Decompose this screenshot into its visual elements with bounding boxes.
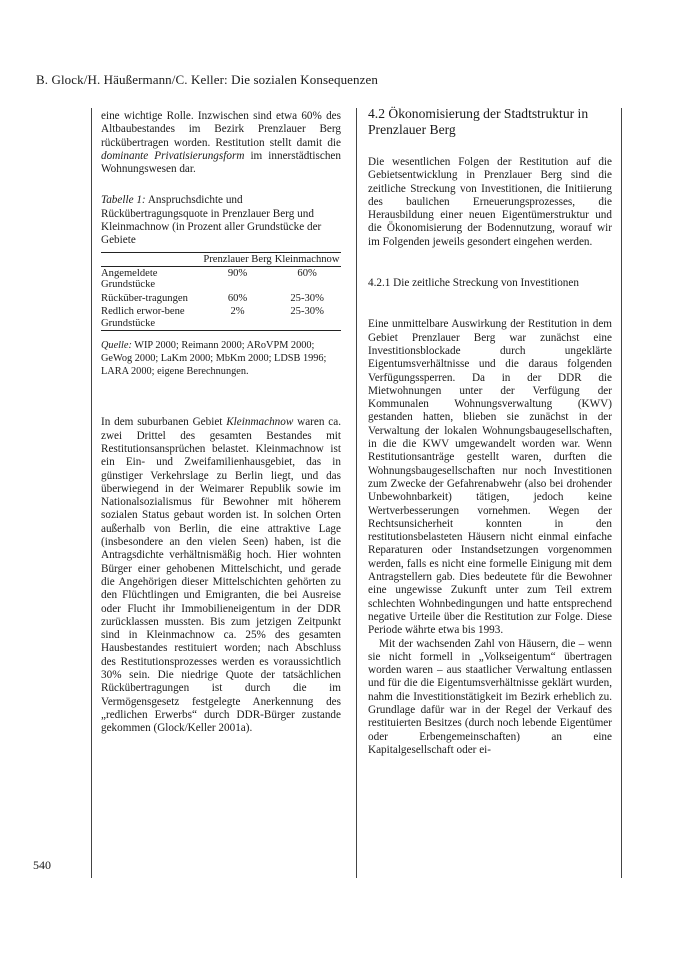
table-cell: 60% xyxy=(227,292,248,304)
emphasis: dominante Privatisierungsform xyxy=(101,149,245,162)
table-caption-text: Anspruchsdichte und Rückübertragungsquote in Prenzlauer Berg und Kleinmachnow (in Prozent aller Grundstücke der Gebiete xyxy=(101,194,322,247)
left-margin-bar xyxy=(91,108,92,878)
source-label: Quelle: xyxy=(101,340,132,352)
left-paragraph-2 xyxy=(101,416,341,735)
page-number: 540 xyxy=(33,858,51,872)
left-column xyxy=(101,110,341,736)
left-paragraph-1 xyxy=(101,110,341,176)
table-cell: 25-30% xyxy=(290,292,324,304)
right-paragraph-1: Die wesentlichen Folgen der Restitution auf die Gebietsentwicklung in Prenzlauer Berg sind die zeitliche Streckung von Investitionen, die Initiierung des baulichen Erneuerungsprozesses, die Herausbildung einer neuen Eigentümerstruktur und die Ökonomisierung der Bodennutzung, worauf wir im Folgenden jeweils gesondert eingehen werden. xyxy=(368,156,612,248)
right-margin-bar xyxy=(621,108,622,878)
subsection-heading: 4.2.1 Die zeitliche Streckung von Investitionen xyxy=(368,277,579,290)
text-run: eine wichtige Rolle. Inzwischen sind etwa 60% des Altbaubestandes im Bezirk Prenzlauer Berg rückübertragen worden. Restitution stellt damit die xyxy=(101,110,341,149)
running-header: B. Glock/H. Häußermann/C. Keller: Die sozialen Konsequenzen xyxy=(36,72,378,87)
table-row xyxy=(101,292,341,305)
table-row xyxy=(101,305,341,330)
text-run: In dem suburbanen Gebiet xyxy=(101,416,227,429)
center-margin-bar xyxy=(356,108,357,878)
table-label: Tabelle 1: xyxy=(101,194,146,207)
table-caption xyxy=(101,194,341,247)
table-1 xyxy=(101,252,341,331)
table-row xyxy=(101,267,341,292)
table-cell: 25-30% xyxy=(290,306,324,318)
table-cell: 90% xyxy=(227,268,248,280)
right-column xyxy=(368,106,612,757)
table-header-row xyxy=(101,252,341,266)
table-cell: Rücküber-tragungen xyxy=(101,292,188,304)
table-cell: Redlich erwor-bene Grundstücke xyxy=(101,306,185,329)
text-run: waren ca. zwei Drittel des gesamten Bestandes mit Restitutionsansprüchen belastet. Kleinmachnow ist ein Ein- und Zweifamilienhausgebiet, das in günstiger Verkehrslage zu Berlin liegt, und das überwiegend in der Weimarer Republik sowie im Nationalsozialismus für Bewohner mit höherem sozialen Status gebaut worden ist. In solchen Orten außerhalb von Berlin, die eine attraktive Lage (insbesondere an den vielen Seen) haben, ist die Antragsdichte verhältnismäßig hoch. Hier wohnten Bürger einer gehobenen Mittelschicht, und gerade die Angehörigen dieser Mittelschichten gehörten zu den Flüchtlingen und Emigranten, die bei Ausreise oder Flucht ihr Immobilieneigentum in der DDR zurücklassen mussten. Bis zum jetzigen Zeitpunkt sind in Kleinmachnow ca. 25% des gesamten Hausbestandes restituiert worden; nach Abschluss des Restitutionsprozesses werden es voraussichtlich 30% sein. Die niedrige Quote der tatsächlichen Rückübertragungen ist durch die im Vermögensgesetz festgelegte Anerkennung des „redlichen Erwerbs“ durch DDR-Bürger zustande gekommen (Glock/Keller 2001a). xyxy=(101,416,341,735)
text-run: im innerstädtischen Wohnungswesen dar. xyxy=(101,149,341,176)
source-text: WIP 2000; Reimann 2000; ARoVPM 2000; GeWog 2000; LaKm 2000; MbKm 2000; LDSB 1996; LARA 2000; eigene Berechnungen. xyxy=(101,340,327,378)
table-cell: Angemeldete Grundstücke xyxy=(101,268,158,291)
right-paragraph-3: Mit der wachsenden Zahl von Häusern, die – wenn sie nicht formell in „Volkseigentum“ übertragen worden waren – aus staatlicher Verwaltung entlassen und für die die Eigentumsverhältnisse geklärt wurden, nahm die Investitionstätigkeit im Bezirk erheblich zu. Grundlage dafür war in der Regel der Verkauf des restituierten Besitzes (durch noch lebende Eigentümer oder Erbengemeinschaften) an eine Kapitalgesellschaft oder ei- xyxy=(368,637,612,756)
table-header-cell: Kleinmachnow xyxy=(274,253,340,265)
table-header-cell: Prenzlauer Berg xyxy=(203,253,272,265)
section-heading: 4.2 Ökonomisierung der Stadtstruktur in Prenzlauer Berg xyxy=(368,106,589,137)
table-cell: 2% xyxy=(230,306,245,318)
table-header-cell xyxy=(101,252,202,266)
table-cell: 60% xyxy=(297,268,317,280)
emphasis: Kleinmachnow xyxy=(226,416,294,429)
table-source xyxy=(101,339,341,378)
right-paragraph-2: Eine unmittelbare Auswirkung der Restitution in dem Gebiet Prenzlauer Berg war zunächst eine Investitionsblockade durch ungeklärte Eigentumsverhältnisse und die daraus folgenden Verfügungssperren. Da in der DDR die Mietwohnungen unter der Verfügung der Kommunalen Wohnungsverwaltung (KWV) gestanden hatten, blieben sie zunächst in der Verwaltung der lokalen Wohnungsbaugesellschaften, in die die KWV umgewandelt worden war. Wenn Restitutionsanträge gestellt waren, durften die Wohnungsbaugesellschaften nur noch Investitionen zum Zwecke der Gefahrenabwehr (also bei drohender Unbewohnbarkeit) tätigen, jedoch keine Wertverbesserungen vornehmen. Wegen der Rechtsunsicherheit konnten in den restitutionsbelasteten Häusern nicht einmal einfache Reparaturen oder Instandsetzungen vorgenommen werden, falls es nicht eine formelle Einigung mit dem Antragstellern gab. Dies bedeutete für die Bewohner eine ungewisse Zukunft unter zum Teil extrem schlechten Wohnbedingungen und hatte entsprechend negative Urteile über die Restitution zur Folge. Diese Periode währte etwa bis 1993. xyxy=(368,318,612,637)
